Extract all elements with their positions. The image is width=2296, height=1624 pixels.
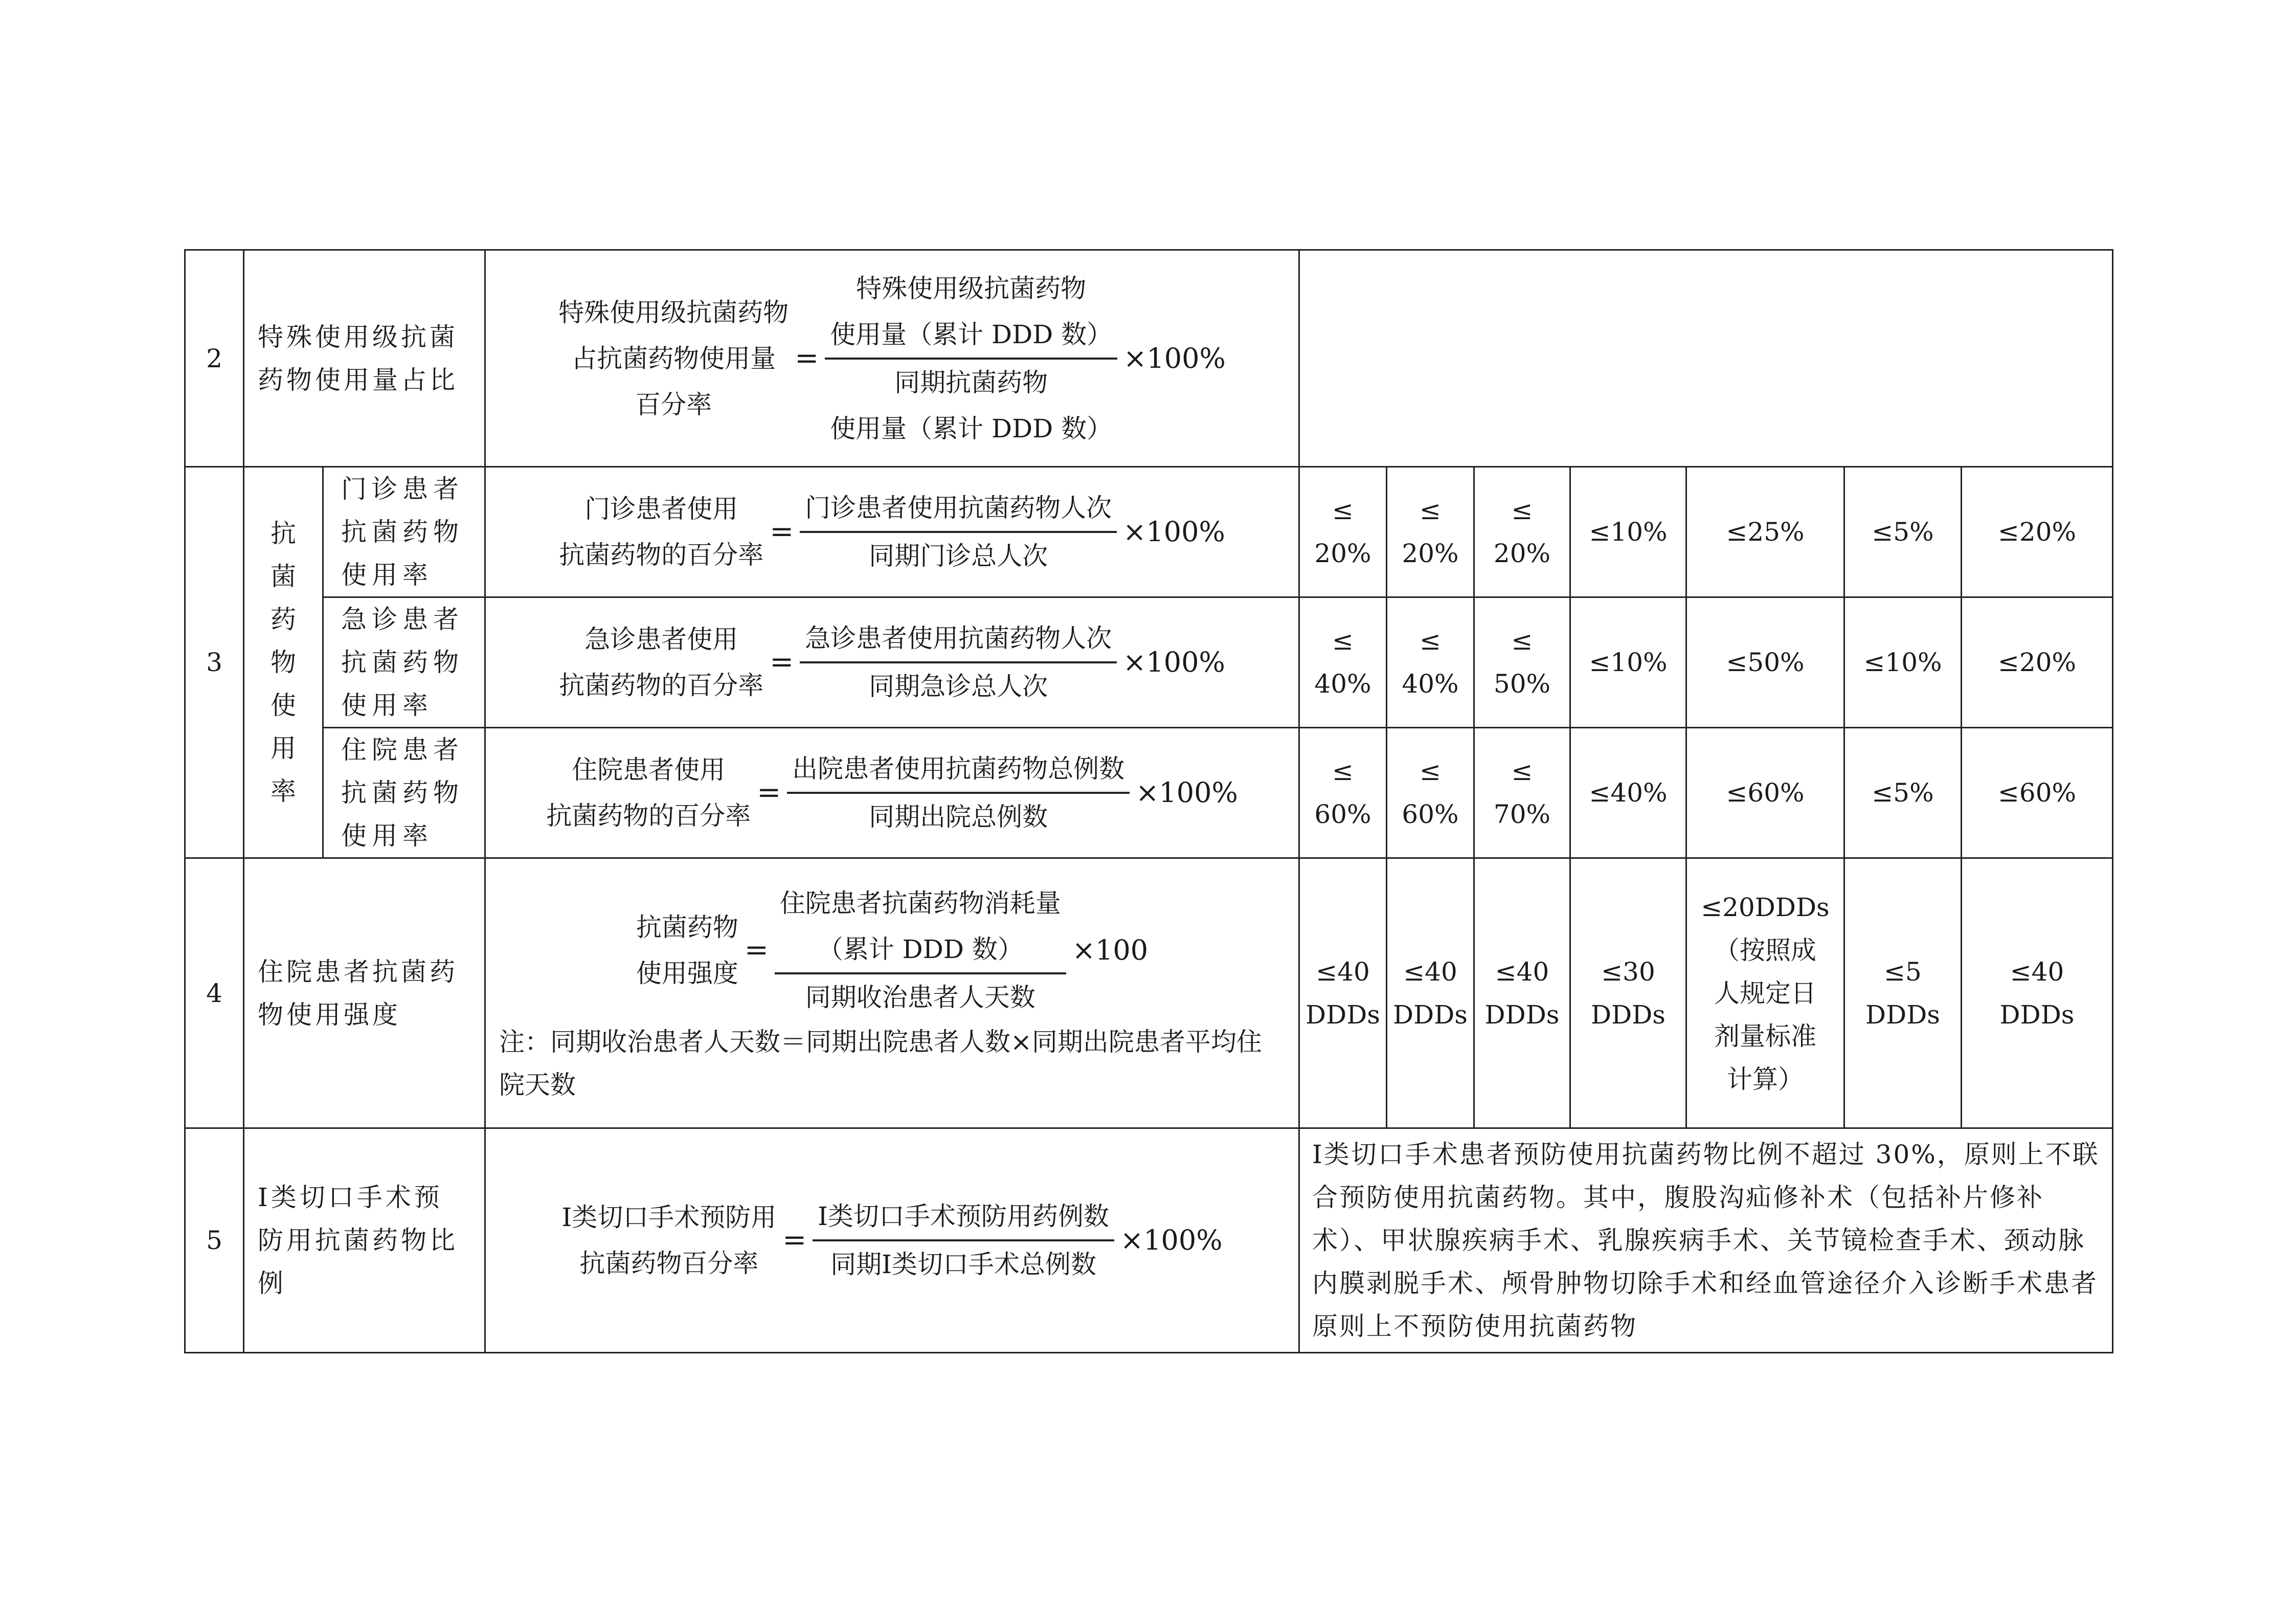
formula xyxy=(486,615,1298,709)
numerator-line: 住院患者抗菌药物消耗量 xyxy=(779,888,1061,918)
table-row-3c xyxy=(185,728,2113,858)
sub-label-line: 住院患者 xyxy=(341,735,464,765)
value-cell: ≤30 DDDs xyxy=(1570,858,1686,1128)
value-cell: ≤ 40% xyxy=(1387,597,1474,728)
equals-sign: = xyxy=(770,646,794,679)
multiplier: ×100 xyxy=(1072,933,1149,966)
formula-lhs-line: 抗菌药物百分率 xyxy=(579,1249,759,1278)
formula-lhs-line: 抗菌药物的百分率 xyxy=(559,540,764,570)
sub-label-line: 使用率 xyxy=(341,691,433,720)
group-label-char: 用 xyxy=(271,733,296,763)
formula-lhs-line: 抗菌药物的百分率 xyxy=(559,671,764,700)
numerator xyxy=(825,265,1117,360)
sub-label xyxy=(323,467,485,597)
formula-note: 注：同期收治患者人天数＝同期出院患者人数×同期出院患者平均住院天数 xyxy=(499,1027,1262,1100)
sub-label-line: 使用率 xyxy=(341,560,433,590)
sub-label xyxy=(323,597,485,728)
value-cell: ≤5% xyxy=(1844,728,1962,858)
value-cell: ≤5% xyxy=(1844,467,1962,597)
table-row-2 xyxy=(185,250,2113,467)
denominator xyxy=(825,360,1117,452)
value-cell: ≤40% xyxy=(1570,728,1686,858)
formula-lhs-line: 特殊使用级抗菌药物 xyxy=(558,297,789,327)
formula-lhs xyxy=(546,747,751,839)
sub-label-line: 急诊患者 xyxy=(341,605,464,634)
table-row-3a xyxy=(185,467,2113,597)
value-cell: ≤ 60% xyxy=(1387,728,1474,858)
denominator-line: 同期抗菌药物 xyxy=(894,367,1048,397)
sub-label-line: 使用率 xyxy=(341,821,433,851)
formula-cell xyxy=(485,1128,1299,1353)
group-label-char: 菌 xyxy=(271,562,296,591)
indicator-table xyxy=(184,249,2113,1353)
empty-cell xyxy=(1299,250,2113,467)
row-number: 2 xyxy=(185,250,244,467)
formula xyxy=(486,880,1298,1020)
formula-lhs-line: 抗菌药物 xyxy=(636,912,738,942)
value-cell: ≤40 DDDs xyxy=(1299,858,1387,1128)
denominator: 同期收治患者人天数 xyxy=(805,982,1036,1012)
value-cell: ≤20% xyxy=(1962,597,2113,728)
numerator-line: 使用量（累计 DDD 数） xyxy=(830,319,1113,349)
row-number: 4 xyxy=(185,858,244,1128)
denominator: 同期Ⅰ类切口手术总例数 xyxy=(830,1250,1096,1279)
indicator-label: 特殊使用级抗菌药物使用量占比 xyxy=(244,250,485,467)
group-label-char: 使 xyxy=(271,691,296,720)
numerator-line: 特殊使用级抗菌药物 xyxy=(856,273,1087,303)
formula-cell xyxy=(485,728,1299,858)
sub-label-line: 门诊患者 xyxy=(341,474,464,504)
formula-lhs xyxy=(561,1194,776,1286)
numerator: 门诊患者使用抗菌药物人次 xyxy=(800,485,1117,533)
fraction xyxy=(800,485,1117,579)
numerator: Ⅰ类切口手术预防用药例数 xyxy=(813,1193,1114,1241)
denominator-line: 使用量（累计 DDD 数） xyxy=(830,413,1113,443)
multiplier: ×100% xyxy=(1123,646,1225,678)
value-cell: ≤50% xyxy=(1686,597,1844,728)
numerator: 出院患者使用抗菌药物总例数 xyxy=(787,746,1130,794)
multiplier: ×100% xyxy=(1136,776,1238,809)
value-cell: ≤ 20% xyxy=(1474,467,1570,597)
formula-cell xyxy=(485,467,1299,597)
formula-cell xyxy=(485,858,1299,1128)
group-label-char: 物 xyxy=(271,648,296,677)
formula-cell xyxy=(485,597,1299,728)
group-label-char: 药 xyxy=(271,605,296,634)
fraction xyxy=(775,880,1066,1020)
value-cell: ≤5 DDDs xyxy=(1844,858,1962,1128)
equals-sign: = xyxy=(782,1223,807,1257)
formula-lhs xyxy=(559,616,763,708)
formula xyxy=(486,265,1298,452)
sub-label-line: 抗菌药物 xyxy=(341,778,464,808)
formula xyxy=(486,485,1298,579)
value-cell: ≤60% xyxy=(1686,728,1844,858)
value-cell: ≤40 DDDs xyxy=(1474,858,1570,1128)
denominator: 同期出院总例数 xyxy=(869,802,1048,832)
group-label-char: 率 xyxy=(271,776,296,806)
denominator: 同期门诊总人次 xyxy=(869,541,1048,571)
sub-label-line: 抗菌药物 xyxy=(341,648,464,677)
equals-sign: = xyxy=(744,933,769,967)
equals-sign: = xyxy=(757,776,781,809)
value-cell: ≤25% xyxy=(1686,467,1844,597)
equals-sign: = xyxy=(795,341,819,375)
formula-lhs-line: 占抗菌药物使用量 xyxy=(571,343,776,373)
numerator: 急诊患者使用抗菌药物人次 xyxy=(800,615,1117,663)
value-cell: ≤20DDDs （按照成 人规定日 剂量标准 计算） xyxy=(1686,858,1844,1128)
fraction xyxy=(813,1193,1114,1287)
value-cell: ≤ 20% xyxy=(1387,467,1474,597)
formula-lhs-line: 抗菌药物的百分率 xyxy=(546,801,751,831)
value-cell: ≤ 40% xyxy=(1299,597,1387,728)
formula xyxy=(486,746,1298,840)
denominator: 同期急诊总人次 xyxy=(869,672,1048,701)
multiplier: ×100% xyxy=(1120,1224,1223,1256)
formula-lhs xyxy=(558,290,789,428)
indicator-label: Ⅰ类切口手术预防用抗菌药物比例 xyxy=(244,1128,485,1353)
description-cell: Ⅰ类切口手术患者预防使用抗菌药物比例不超过 30%，原则上不联合预防使用抗菌药物。其中，腹股沟疝修补术（包括补片修补术）、甲状腺疾病手术、乳腺疾病手术、关节镜检查手术、颈动脉内膜剥脱手术、颅骨肿物切除手术和经血管途径介入诊断手术患者原则上不预防使用抗菌药物 xyxy=(1299,1128,2113,1353)
value-cell: ≤ 60% xyxy=(1299,728,1387,858)
sub-label xyxy=(323,728,485,858)
table-row-4 xyxy=(185,858,2113,1128)
formula-lhs xyxy=(559,486,763,578)
formula-cell xyxy=(485,250,1299,467)
formula-lhs-line: 百分率 xyxy=(635,389,712,419)
numerator-line: （累计 DDD 数） xyxy=(817,934,1023,964)
row-number: 3 xyxy=(185,467,244,858)
sub-label-line: 抗菌药物 xyxy=(341,517,464,547)
value-cell: ≤10% xyxy=(1844,597,1962,728)
indicator-label: 住院患者抗菌药物使用强度 xyxy=(244,858,485,1128)
multiplier: ×100% xyxy=(1123,516,1225,548)
formula-lhs-line: 门诊患者使用 xyxy=(584,494,738,524)
value-cell: ≤60% xyxy=(1962,728,2113,858)
row-number: 5 xyxy=(185,1128,244,1353)
value-cell: ≤ 70% xyxy=(1474,728,1570,858)
value-cell: ≤ 20% xyxy=(1299,467,1387,597)
value-cell: ≤20% xyxy=(1962,467,2113,597)
group-label-char: 抗 xyxy=(271,519,296,548)
formula-lhs-line: 急诊患者使用 xyxy=(584,625,738,654)
multiplier: ×100% xyxy=(1123,342,1226,374)
value-cell: ≤ 50% xyxy=(1474,597,1570,728)
formula-lhs-line: 住院患者使用 xyxy=(572,755,726,785)
equals-sign: = xyxy=(770,515,794,548)
group-label xyxy=(244,467,323,858)
value-cell: ≤10% xyxy=(1570,467,1686,597)
formula-lhs-line: 使用强度 xyxy=(636,958,738,988)
table-row-3b xyxy=(185,597,2113,728)
fraction xyxy=(800,615,1117,709)
fraction xyxy=(825,265,1117,452)
formula xyxy=(486,1193,1298,1287)
formula-lhs-line: Ⅰ类切口手术预防用 xyxy=(561,1203,777,1232)
value-cell: ≤10% xyxy=(1570,597,1686,728)
formula-lhs xyxy=(636,904,738,996)
value-cell: ≤40 DDDs xyxy=(1962,858,2113,1128)
table-row-5 xyxy=(185,1128,2113,1353)
fraction xyxy=(787,746,1130,840)
value-cell: ≤40 DDDs xyxy=(1387,858,1474,1128)
numerator xyxy=(775,880,1066,974)
